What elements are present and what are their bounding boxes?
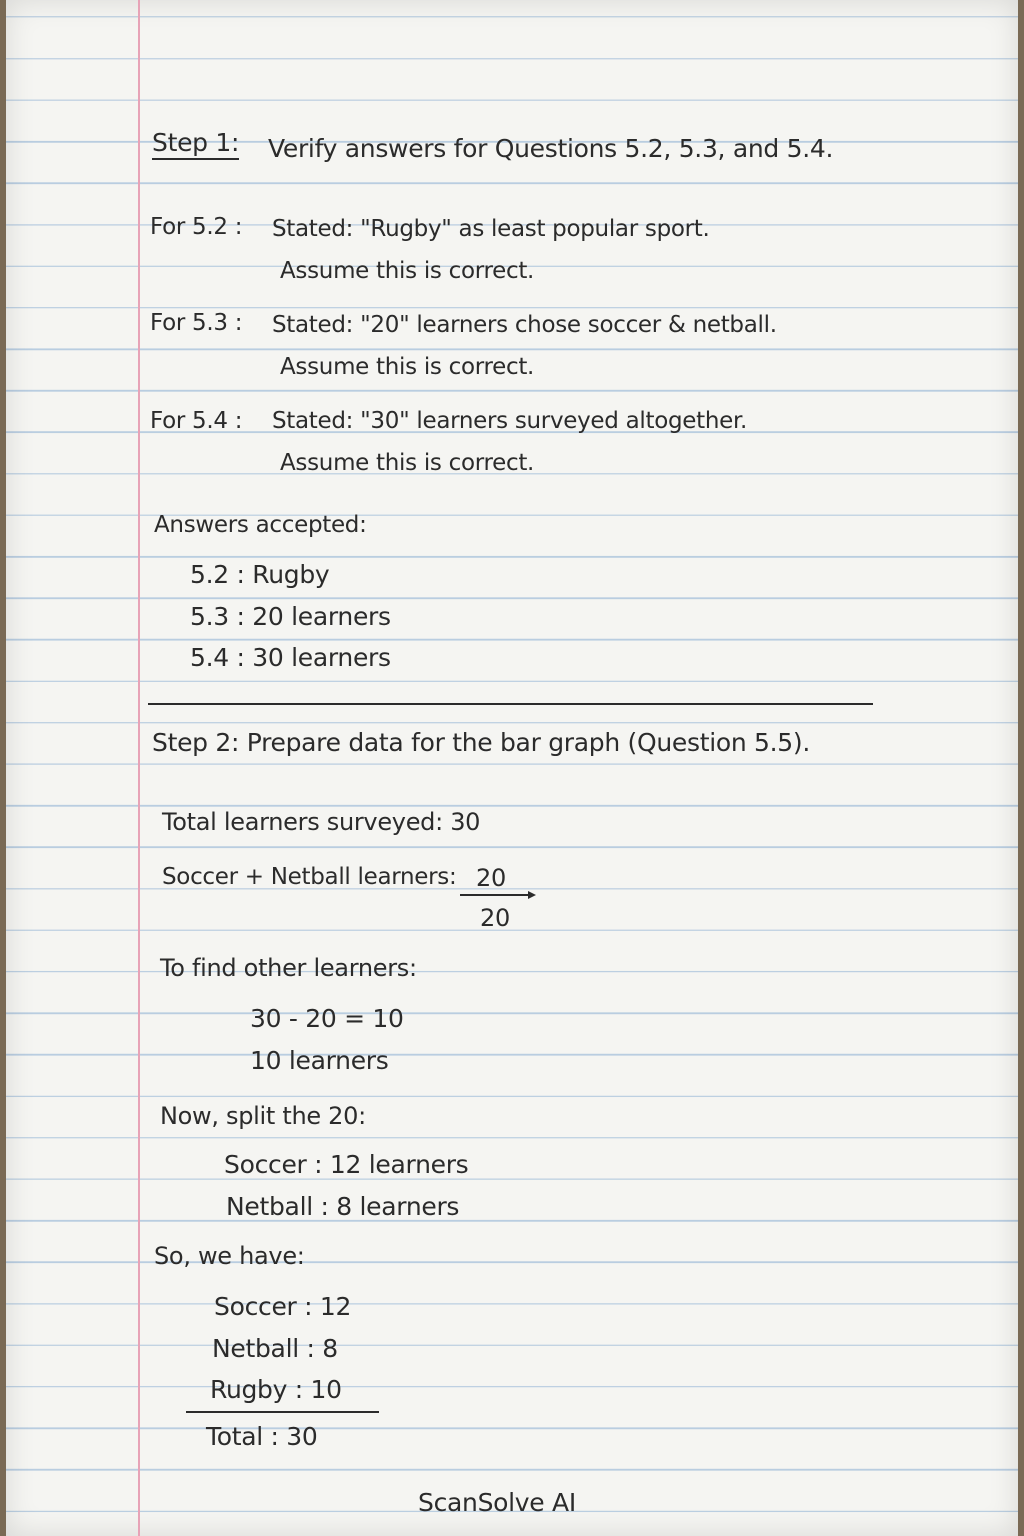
soccer-netball-value: 20 [476,864,506,892]
summary-netball: Netball : 8 [212,1334,338,1363]
q54-stated: Stated: "30" learners surveyed altogether. [272,408,748,434]
q53-label: For 5.3 : [150,310,243,336]
split-soccer: Soccer : 12 learners [224,1150,469,1179]
accepted-item: 5.3 : 20 learners [190,602,391,631]
summary-total: Total : 30 [206,1422,318,1451]
split-heading: Now, split the 20: [160,1102,366,1130]
accepted-item: 5.2 : Rugby [190,560,330,589]
q52-label: For 5.2 : [150,214,243,240]
notebook-paper [6,0,1018,1536]
q52-assume: Assume this is correct. [280,258,535,284]
total-surveyed: Total learners surveyed: 30 [162,808,481,836]
arrow-icon [528,891,536,899]
section-divider [148,703,873,705]
summary-soccer: Soccer : 12 [214,1292,352,1321]
step2-text: Step 2: Prepare data for the bar graph (Question 5.5). [152,728,811,757]
accepted-item: 5.4 : 30 learners [190,643,391,672]
q54-assume: Assume this is correct. [280,450,535,476]
step1-text: Verify answers for Questions 5.2, 5.3, and 5.4. [268,134,834,163]
watermark: ScanSolve AI [418,1488,576,1517]
accepted-heading: Answers accepted: [154,512,367,538]
q53-assume: Assume this is correct. [280,354,535,380]
q53-stated: Stated: "20" learners chose soccer & netball. [272,312,777,338]
arrow-line [460,894,530,896]
step1-label: Step 1: [152,128,239,160]
q52-stated: Stated: "Rugby" as least popular sport. [272,216,710,242]
summary-rugby: Rugby : 10 [210,1375,342,1404]
soccer-netball-label: Soccer + Netball learners: [162,864,457,890]
other-result: 10 learners [250,1046,389,1075]
split-netball: Netball : 8 learners [226,1192,460,1221]
total-rule [186,1411,379,1413]
other-heading: To find other learners: [160,954,417,982]
q54-label: For 5.4 : [150,408,243,434]
soccer-netball-value-2: 20 [480,904,510,932]
other-calc: 30 - 20 = 10 [250,1004,404,1033]
margin-line [138,0,140,1536]
summary-heading: So, we have: [154,1242,305,1270]
